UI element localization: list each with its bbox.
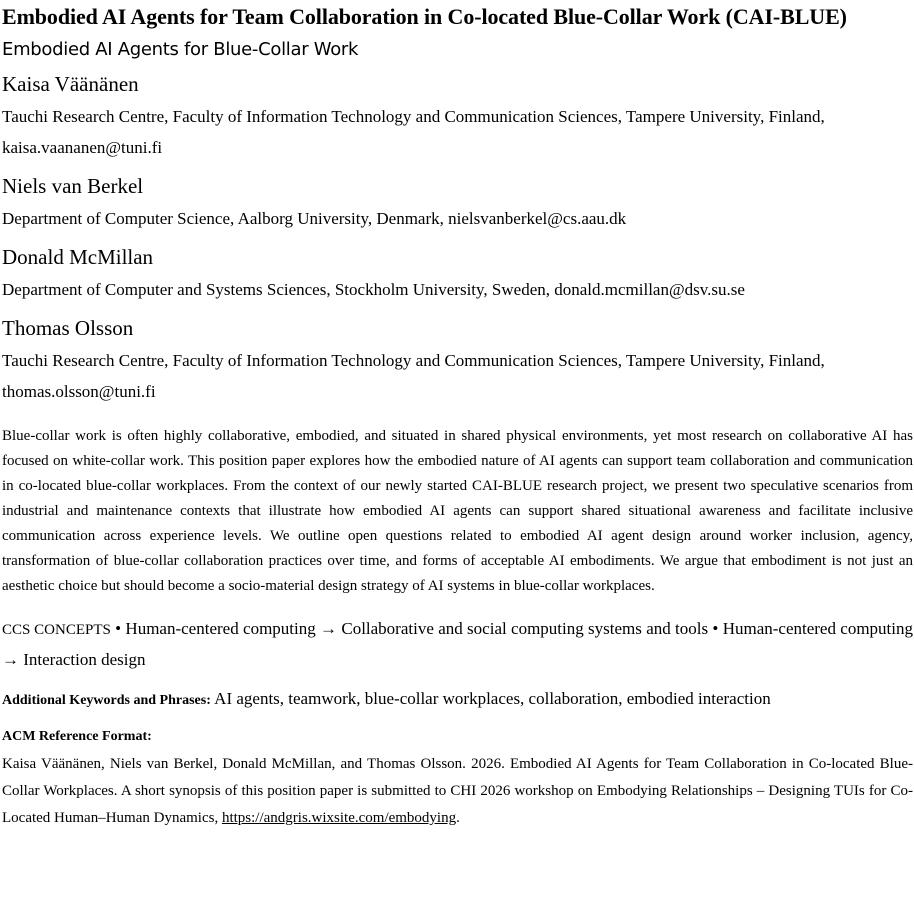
- ccs-text: • Human-centered computing → Collaborative and social computing systems and tools • Human-centered computing → Interaction design: [2, 619, 913, 669]
- reference-text: Kaisa Väänänen, Niels van Berkel, Donald McMillan, and Thomas Olsson. 2026. Embodied AI Agents for Team Collaboration in Co-located Blue-Collar Workplaces. A short synopsis of this position paper is submitted to CHI 2026 workshop on Embodying Relationships – Designing TUIs for Co-Located Human–Human Dynamics,: [2, 756, 913, 826]
- author-name: Thomas Olsson: [2, 316, 134, 340]
- short-title: Embodied AI Agents for Blue-Collar Work: [2, 39, 359, 60]
- author-affiliation: Department of Computer and Systems Sciences, Stockholm University, Sweden, donald.mcmillan@dsv.su.se: [2, 280, 745, 299]
- reference-end: .: [456, 810, 460, 826]
- author-affiliation: Tauchi Research Centre, Faculty of Information Technology and Communication Sciences, Tampere University, Finland, thomas.olsson@tuni.fi: [2, 351, 825, 401]
- author-name: Donald McMillan: [2, 245, 154, 269]
- author-block-4: [2, 315, 913, 407]
- author-name: Kaisa Väänänen: [2, 72, 139, 96]
- author-block-1: [2, 71, 913, 163]
- reference-heading: ACM Reference Format:: [2, 729, 152, 744]
- paper-title: Embodied AI Agents for Team Collaboration in Co-located Blue-Collar Work (CAI-BLUE): [2, 4, 847, 29]
- ccs-label: CCS CONCEPTS: [2, 622, 111, 638]
- paper-page: [2, 0, 913, 832]
- ccs-concepts: [2, 614, 913, 674]
- keywords-text: AI agents, teamwork, blue-collar workplaces, collaboration, embodied interaction: [214, 689, 771, 708]
- author-affiliation: Tauchi Research Centre, Faculty of Information Technology and Communication Sciences, Tampere University, Finland, kaisa.vaananen@tuni.fi: [2, 107, 825, 157]
- reference-format: [2, 751, 913, 832]
- keywords-label: Additional Keywords and Phrases:: [2, 693, 211, 708]
- author-affiliation: Department of Computer Science, Aalborg University, Denmark, nielsvanberkel@cs.aau.dk: [2, 209, 627, 228]
- abstract: Blue-collar work is often highly collaborative, embodied, and situated in shared physical environments, yet most research on collaborative AI has focused on white-collar work. This position paper explores how the embodied nature of AI agents can support team collaboration and communication in co-located blue-collar workplaces. From the context of our newly started CAI-BLUE research project, we present two speculative scenarios from industrial and maintenance contexts that illustrate how embodied AI agents can support shared situational awareness and facilitate inclusive communication across experience levels. We outline open questions related to embodied AI agent design around worker inclusion, agency, transformation of blue-collar collaboration practices over time, and forms of acceptable AI embodiments. We argue that embodiment is not just an aesthetic choice but should become a socio-material design strategy of AI systems in blue-collar workplaces.: [2, 428, 913, 594]
- author-block-3: [2, 244, 913, 305]
- author-block-2: [2, 173, 913, 234]
- workshop-link[interactable]: https://andgris.wixsite.com/embodying: [221, 810, 457, 826]
- keywords: [2, 686, 913, 714]
- author-name: Niels van Berkel: [2, 174, 144, 198]
